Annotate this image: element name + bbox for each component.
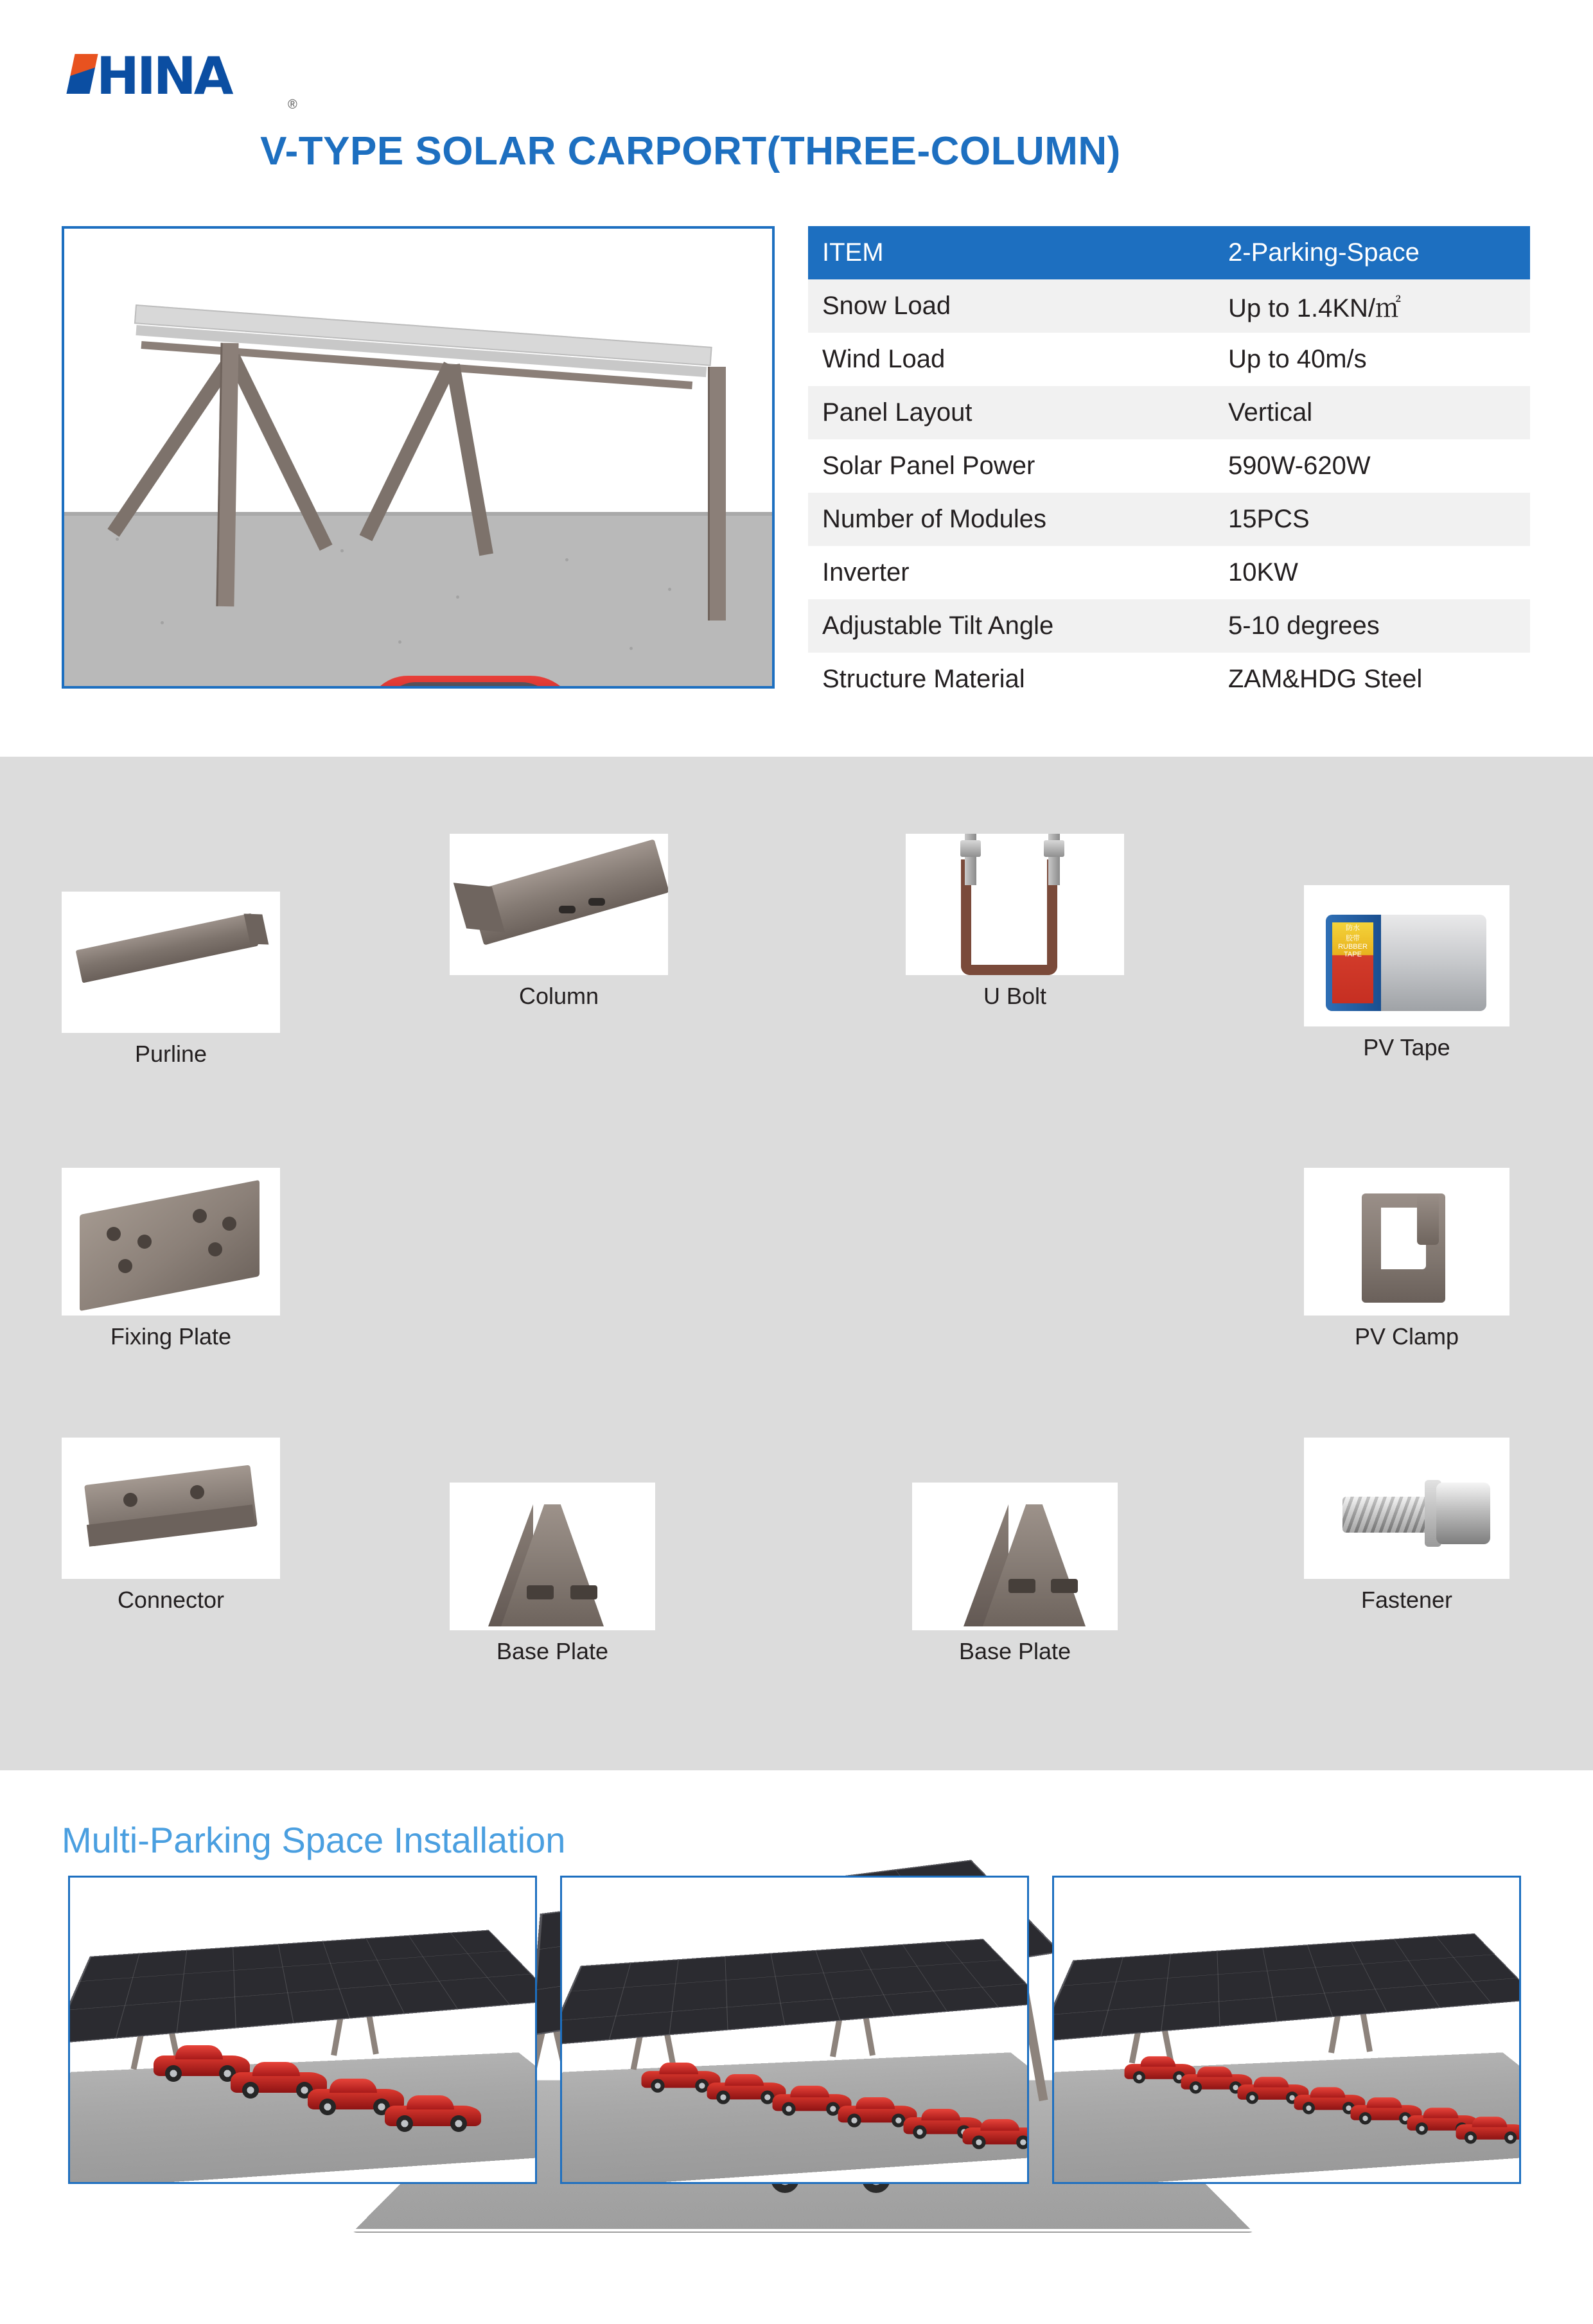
mp-solar-array — [560, 1939, 1029, 2045]
component-label: PV Clamp — [1354, 1323, 1459, 1350]
page-title-text: V-TYPE SOLAR CARPORT(THREE-COLUMN) — [260, 129, 1121, 173]
spec-key: Adjustable Tilt Angle — [822, 612, 1054, 640]
mp-car — [1456, 2117, 1522, 2144]
multi-parking-image-3 — [1052, 1876, 1521, 2184]
fixing-plate-image — [62, 1168, 280, 1316]
spec-key: Number of Modules — [822, 505, 1047, 533]
pv-tape-label — [1332, 922, 1373, 1003]
component-column — [450, 834, 668, 1010]
table-header-row — [808, 226, 1530, 279]
spec-value: Vertical — [1228, 398, 1313, 427]
u-bolt-image — [906, 834, 1124, 975]
column-hole — [559, 906, 576, 913]
specification-table — [808, 226, 1530, 706]
components-section — [0, 757, 1593, 1770]
fixing-plate-icon — [80, 1180, 260, 1311]
component-base-plate-1 — [450, 1483, 655, 1665]
component-connector — [62, 1438, 280, 1614]
base-plate-slot — [527, 1585, 554, 1599]
table-row — [808, 333, 1530, 386]
connector-hole — [190, 1485, 204, 1499]
spec-value: 15PCS — [1228, 505, 1310, 533]
component-u-bolt — [906, 834, 1124, 1010]
spec-key: Wind Load — [822, 345, 946, 373]
hero-column-right — [708, 367, 726, 621]
table-row — [808, 439, 1530, 493]
spec-key: Snow Load — [822, 292, 951, 320]
component-pv-tape — [1304, 885, 1509, 1061]
pv-clamp-arm — [1417, 1193, 1439, 1245]
component-label: PV Tape — [1363, 1034, 1450, 1061]
multi-parking-title: Multi-Parking Space Installation — [62, 1820, 566, 1860]
base-plate-slot — [570, 1585, 597, 1599]
mp-solar-array — [68, 1930, 537, 2045]
component-label: Column — [518, 983, 599, 1009]
tape-label-line3: RUBBER TAPE — [1338, 943, 1368, 958]
u-bolt-nut — [960, 840, 981, 857]
base-plate-slot — [1008, 1579, 1035, 1593]
spec-key: Inverter — [822, 558, 910, 586]
column-hole — [588, 898, 605, 906]
plate-hole — [222, 1217, 236, 1231]
fastener-image — [1304, 1438, 1509, 1579]
multi-parking-image-2 — [560, 1876, 1029, 2184]
mp-panel-grid — [68, 1930, 537, 2043]
component-label: Fastener — [1360, 1587, 1453, 1613]
mp-panel-grid — [1052, 1934, 1521, 2041]
spec-key: Panel Layout — [822, 398, 973, 427]
component-label: Connector — [117, 1587, 225, 1613]
spec-value: 590W-620W — [1228, 452, 1371, 480]
fastener-nut — [1436, 1483, 1490, 1544]
page-title — [0, 128, 1593, 174]
registered-mark: ® — [288, 98, 297, 112]
plate-hole — [208, 1242, 222, 1256]
spec-value: 10KW — [1228, 558, 1298, 586]
component-label: U Bolt — [983, 983, 1047, 1009]
component-pv-clamp — [1304, 1168, 1509, 1350]
component-fixing-plate — [62, 1168, 280, 1350]
base-plate-1-image — [450, 1483, 655, 1630]
table-row — [808, 386, 1530, 439]
footer-divider — [0, 2229, 1593, 2232]
logo-wordmark: HINA — [96, 46, 231, 106]
hero-car — [276, 678, 700, 689]
component-label: Base Plate — [958, 1638, 1071, 1664]
tape-label-line2: 胶带 — [1346, 935, 1360, 942]
spec-key: Structure Material — [822, 665, 1025, 693]
pv-clamp-image — [1304, 1168, 1509, 1316]
spec-value: Up to 40m/s — [1228, 345, 1367, 373]
connector-image — [62, 1438, 280, 1579]
hero-product-image — [62, 226, 775, 689]
mp-car — [963, 2118, 1030, 2149]
table-row — [808, 599, 1530, 653]
spec-value: 5-10 degrees — [1228, 612, 1380, 640]
plate-hole — [193, 1209, 207, 1223]
brand-logo — [71, 46, 297, 112]
spec-value: ZAM&HDG Steel — [1228, 665, 1423, 693]
component-label: Base Plate — [496, 1638, 609, 1664]
plate-hole — [137, 1235, 152, 1249]
plate-hole — [107, 1227, 121, 1241]
table-header-value: 2-Parking-Space — [1228, 238, 1420, 267]
base-plate-slot — [1051, 1579, 1078, 1593]
column-image — [450, 834, 668, 975]
component-fastener — [1304, 1438, 1509, 1614]
logo-mark-icon — [66, 54, 98, 94]
car-window — [384, 682, 558, 689]
hero-ground — [64, 512, 772, 686]
base-plate-2-image — [912, 1483, 1118, 1630]
table-row — [808, 493, 1530, 546]
plate-hole — [118, 1259, 132, 1273]
spec-value: Up to 1.4KN/㎡ — [1228, 294, 1402, 322]
table-row — [808, 546, 1530, 599]
component-label: Fixing Plate — [110, 1323, 232, 1350]
purline-icon — [76, 913, 259, 983]
mp-solar-array — [1052, 1933, 1521, 2042]
component-purline — [62, 892, 280, 1068]
pv-tape-image — [1304, 885, 1509, 1026]
table-header-item: ITEM — [822, 238, 884, 267]
table-row — [808, 653, 1530, 706]
u-bolt-nut — [1044, 840, 1064, 857]
multi-parking-image-1 — [68, 1876, 537, 2184]
connector-hole — [123, 1493, 137, 1507]
spec-key: Solar Panel Power — [822, 452, 1035, 480]
mp-car — [385, 2095, 481, 2132]
mp-panel-grid — [560, 1939, 1029, 2045]
purline-image — [62, 892, 280, 1033]
component-label: Purline — [134, 1041, 207, 1067]
component-base-plate-2 — [912, 1483, 1118, 1665]
table-row — [808, 279, 1530, 333]
tape-label-line1: 防水 — [1346, 924, 1360, 932]
